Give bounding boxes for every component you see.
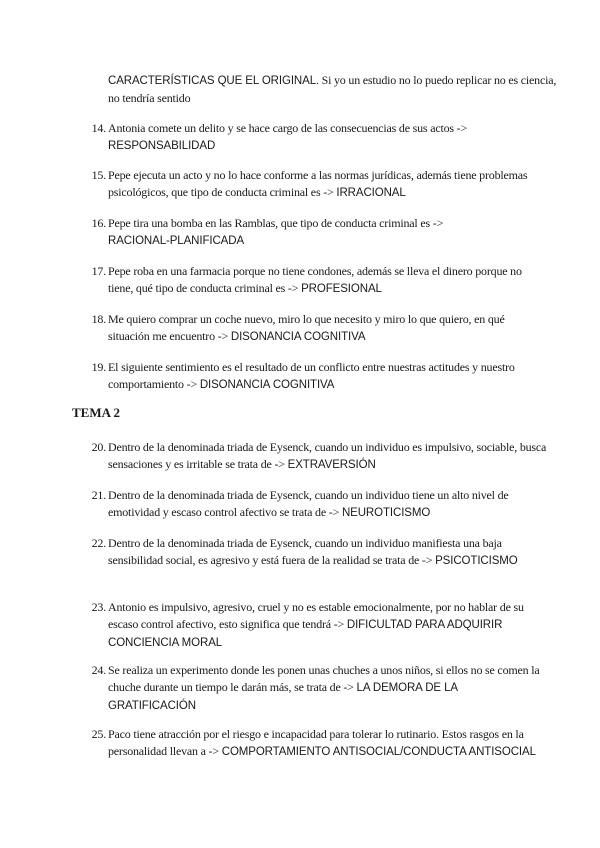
question-body: Dentro de la denominada triada de Eysenck, cuando un individuo manifiesta una baja sensibilidad social, es agresivo y está fuera de la realidad se trata de ->	[108, 536, 502, 567]
question-body: Me quiero comprar un coche nuevo, miro lo que necesito y miro lo que quiero, en qué situación me encuentro ->	[108, 312, 505, 343]
question-text	[108, 662, 548, 715]
question-text	[108, 215, 488, 250]
question-text	[108, 726, 548, 761]
continuation-paragraph	[108, 72, 558, 107]
question-number: 21.	[91, 488, 106, 502]
question-number: 16.	[91, 216, 106, 230]
question-answer: RESPONSABILIDAD	[108, 140, 216, 152]
question-body: Se realiza un experimento donde les ponen unas chuches a unos niños, si ellos no se comen la chuche durante un tiempo le darán más, se trata de ->	[108, 663, 540, 694]
question-body: Antonia comete un delito y se hace cargo de las consecuencias de sus actos ->	[108, 121, 468, 135]
question-number: 18.	[91, 312, 106, 326]
question-answer: PROFESIONAL	[301, 283, 382, 295]
question-number: 15.	[91, 168, 106, 182]
question-text	[108, 487, 548, 522]
question-text	[108, 120, 548, 155]
question-body: Antonio es impulsivo, agresivo, cruel y no es estable emocionalmente, por no hablar de su escaso control afectivo, esto significa que tendrá ->	[108, 600, 524, 631]
question-body: Pepe tira una bomba en las Ramblas, que tipo de conducta criminal es ->	[108, 216, 444, 230]
question-text	[108, 439, 548, 474]
question-number: 14.	[91, 121, 106, 135]
question-body: Pepe ejecuta un acto y no lo hace conforme a las normas jurídicas, además tiene problemas psicológicos, que tipo de conducta criminal es ->	[108, 168, 528, 199]
question-answer: DISONANCIA COGNITIVA	[199, 379, 335, 391]
question-text	[108, 535, 548, 570]
question-answer: LA DEMORA DE LA GRATIFICACIÓN	[108, 682, 458, 712]
question-text	[108, 167, 548, 202]
question-body: Dentro de la denominada triada de Eysenck, cuando un individuo tiene un alto nivel de emotividad y escaso control afectivo se trata de ->	[108, 488, 509, 519]
question-text	[108, 311, 548, 346]
question-text	[108, 599, 548, 652]
section-heading: TEMA 2	[72, 405, 121, 420]
question-number: 22.	[91, 536, 106, 550]
question-body: El siguiente sentimiento es el resultado de un conflicto entre nuestras actitudes y nuestro comportamiento ->	[108, 360, 515, 391]
question-answer: DISONANCIA COGNITIVA	[230, 331, 366, 343]
question-body: Dentro de la denominada triada de Eysenck, cuando un individuo es impulsivo, sociable, busca sensaciones y es irritable se trata de ->	[108, 440, 547, 471]
question-number: 17.	[91, 264, 106, 278]
question-answer: DIFICULTAD PARA ADQUIRIR CONCIENCIA MORAL	[108, 619, 503, 649]
question-number: 24.	[91, 663, 106, 677]
question-number: 20.	[91, 440, 106, 454]
question-answer: RACIONAL-PLANIFICADA	[108, 235, 245, 247]
question-text	[108, 359, 548, 394]
question-answer: PSICOTICISMO	[435, 555, 518, 567]
continuation-upper: CARACTERÍSTICAS QUE EL ORIGINAL	[108, 75, 316, 87]
question-answer: NEUROTICISMO	[341, 507, 431, 519]
question-text	[108, 263, 548, 298]
question-number: 23.	[91, 600, 106, 614]
question-body: Pepe roba en una farmacia porque no tiene condones, además se lleva el dinero porque no tiene, qué tipo de conducta criminal es ->	[108, 264, 522, 295]
question-answer: COMPORTAMIENTO ANTISOCIAL/CONDUCTA ANTISOCIAL	[221, 746, 536, 758]
question-answer: EXTRAVERSIÓN	[287, 459, 376, 471]
continuation-rest: . Si yo un estudio no lo puedo replicar no es ciencia, no tendría sentido	[108, 73, 557, 105]
question-number: 25.	[91, 727, 106, 741]
question-answer: IRRACIONAL	[336, 187, 406, 199]
question-body: Paco tiene atracción por el riesgo e incapacidad para tolerar lo rutinario. Estos rasgos en la personalidad llevan a ->	[108, 727, 524, 758]
question-number: 19.	[91, 360, 106, 374]
